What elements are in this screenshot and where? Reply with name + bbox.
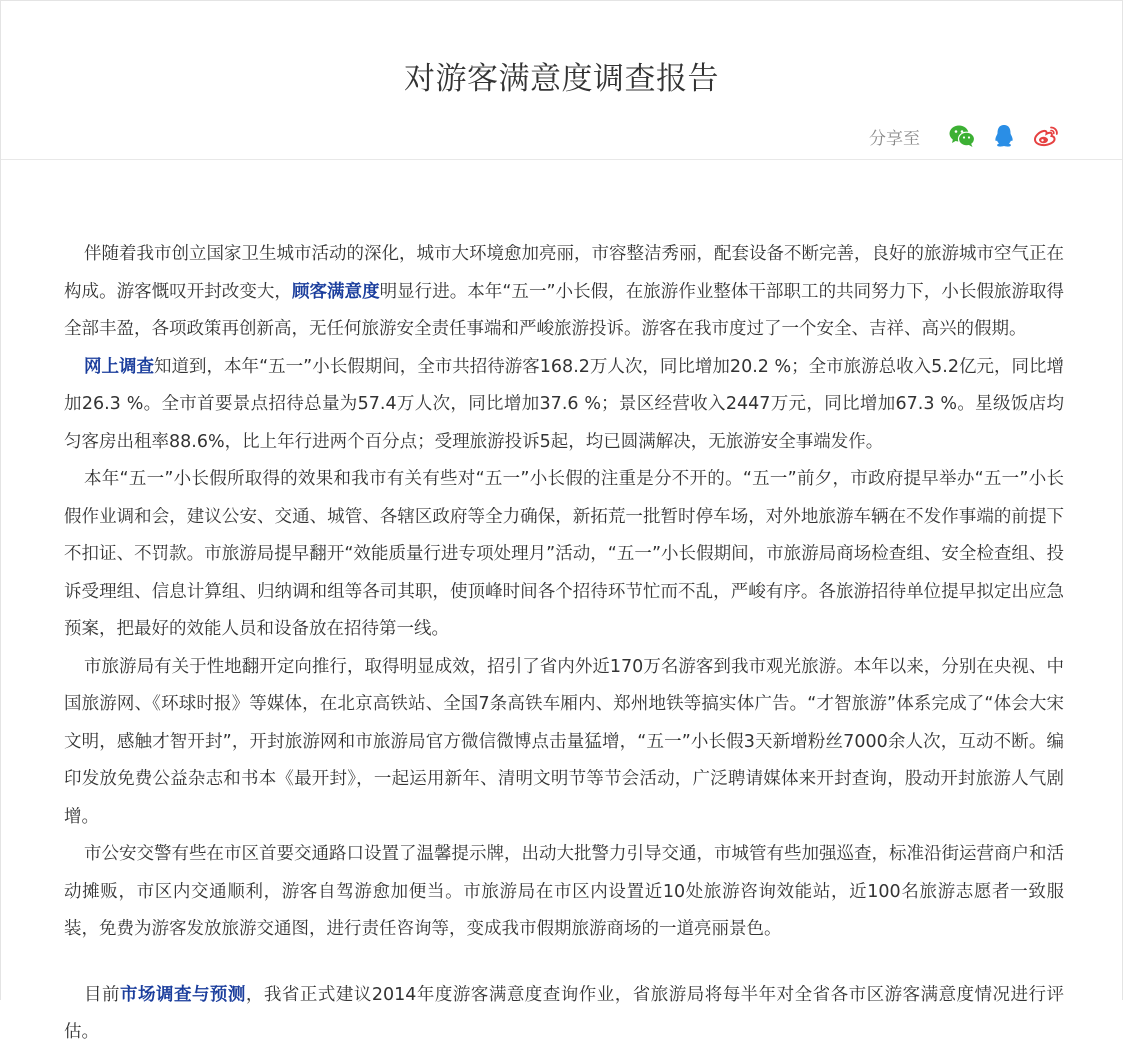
paragraph-6: 目前市场调查与预测，我省正式建议2014年度游客满意度查询作业，省旅游局将每半年对全省各市区游客满意度情况进行评估。	[64, 984, 1065, 1042]
market-research-link[interactable]: 市场调查与预测	[119, 984, 246, 1005]
paragraph-5: 市公安交警有些在市区首要交通路口设置了温馨提示牌，出动大批警力引导交通，市城管有些加强巡查，标准沿街运营商户和活动摊贩，市区内交通顺利，游客自驾游愈加便当。市旅游局在市区内设置近10处旅游咨询效能站，近100名旅游志愿者一致服装，免费为游客发放旅游交通图，进行责任咨询等，变成我市假期旅游商场的一道亮丽景色。	[64, 844, 1064, 939]
online-survey-link[interactable]: 网上调查	[84, 356, 155, 377]
share-bar	[869, 121, 1060, 151]
article-body	[64, 236, 1064, 1052]
wechat-icon[interactable]	[948, 122, 976, 150]
paragraph-2: 网上调查知道到，本年“五一”小长假期间，全市共招待游客168.2万人次，同比增加20.2 %；全市旅游总收入5.2亿元，同比增加26.3 %。全市首要景点招待总量为57.4万人次，同比增加37.6 %；景区经营收入2447万元，同比增加67.3 %。星级饭店均匀客房出租率88.6%，比上年行进两个百分点；受理旅游投诉5起，均已圆满解决，无旅游安全事端发作。	[64, 356, 1065, 452]
customer-satisfaction-link[interactable]: 顾客满意度	[291, 281, 380, 302]
qq-icon[interactable]	[990, 122, 1018, 150]
page-title: 对游客满意度调查报告	[404, 61, 719, 97]
weibo-icon[interactable]	[1032, 122, 1060, 150]
paragraph-3: 本年“五一”小长假所取得的效果和我市有关有些对“五一”小长假的注重是分不开的。“五一”前夕，市政府提早举办“五一”小长假作业调和会，建议公安、交通、城管、各辖区政府等全力确保，新拓荒一批暂时停车场，对外地旅游车辆在不发作事端的前提下不扣证、不罚款。市旅游局提早翻开“效能质量行进专项处理月”活动，“五一”小长假期间，市旅游局商场检查组、安全检查组、投诉受理组、信息计算组、归纳调和组等各司其职，使顶峰时间各个招待环节忙而不乱，严峻有序。各旅游招待单位提早拟定出应急预案，把最好的效能人员和设备放在招待第一线。	[64, 469, 1064, 639]
article-header	[1, 1, 1122, 160]
paragraph-4: 市旅游局有关于性地翻开定向推行，取得明显成效，招引了省内外近170万名游客到我市观光旅游。本年以来，分别在央视、中国旅游网、《环球时报》等媒体，在北京高铁站、全国7条高铁车厢内、郑州地铁等搞实体广告。“才智旅游”体系完成了“体会大宋文明，感触才智开封”，开封旅游网和市旅游局官方微信微博点击量猛增，“五一”小长假3天新增粉丝7000余人次，互动不断。编印发放免费公益杂志和书本《最开封》，一起运用新年、清明文明节等节会活动，广泛聘请媒体来开封查询，股动开封旅游人气剧增。	[64, 656, 1064, 827]
paragraph-1: 伴随着我市创立国家卫生城市活动的深化，城市大环境愈加亮丽，市容整洁秀丽，配套设备不断完善，良好的旅游城市空气正在构成。游客慨叹开封改变大，顾客满意度明显行进。本年“五一”小长假，在旅游作业整体干部职工的共同努力下，小长假旅游取得全部丰盈，各项政策再创新高，无任何旅游安全责任事端和严峻旅游投诉。游客在我市度过了一个安全、吉祥、高兴的假期。	[64, 244, 1065, 339]
share-label: 分享至	[869, 128, 920, 149]
